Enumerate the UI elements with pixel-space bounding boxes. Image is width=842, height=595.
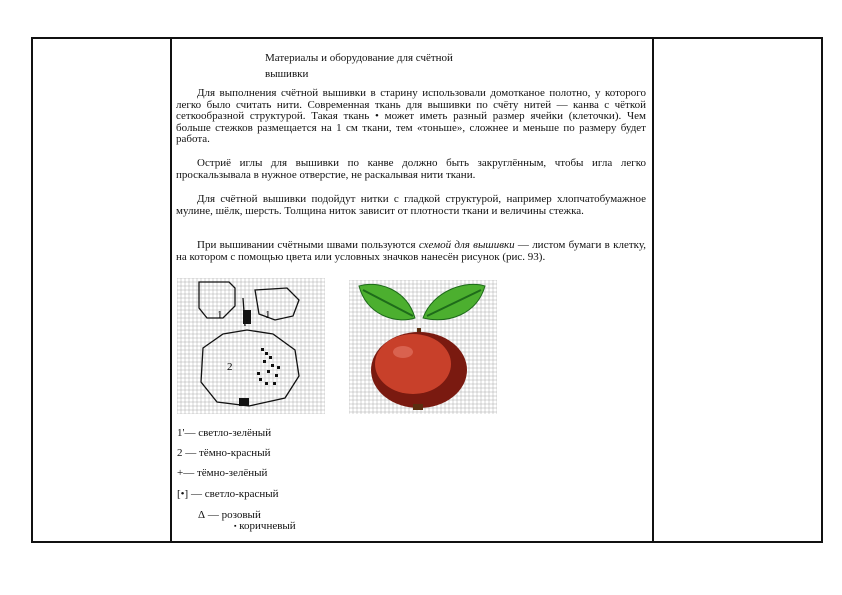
paragraph-scheme-start: При вышивании счётными швами пользуются [197, 239, 419, 251]
scheme-symbol-dot [269, 356, 272, 359]
embroidery-symbol-scheme [177, 278, 325, 414]
scheme-symbol-dot [265, 352, 268, 355]
legend-symbol: 2 [177, 447, 183, 459]
legend-text: — тёмно-зелёный [183, 467, 268, 479]
legend-text: коричневый [236, 520, 296, 533]
scheme-symbol-dot [261, 348, 264, 351]
paragraph-scheme-end: — листом бумаги в клетку, на котором с помощью цвета или условных значков нанесён рисунок (рис. 93). [176, 239, 646, 263]
paragraph-threads: Для счётной вышивки подойдут нитки с гладкой структурой, например хлопчатобумажное мулине, шёлк, шерсть. Толщина ниток зависит от плотности ткани и величины стежка. [176, 193, 646, 217]
legend-item [234, 520, 296, 533]
legend-text: — светло-красный [188, 488, 279, 500]
paragraph-scheme-term: схемой для вышивки [418, 239, 515, 251]
legend-item [177, 427, 271, 440]
legend-item [177, 467, 267, 480]
scheme-symbol-dot [271, 364, 274, 367]
legend-item [177, 447, 270, 460]
paragraph-needle: Остриё иглы для вышивки по канве должно быть закруглённым, чтобы игла легко проскальзывала в нужное отверстие, не раскалывая нити ткани. [176, 157, 646, 181]
legend-text: — светло-зелёный [184, 427, 272, 439]
scheme-symbol-dot [265, 382, 268, 385]
scheme-symbols [257, 348, 280, 385]
section-title-line1: Материалы и оборудование для счётной [265, 52, 453, 64]
legend-symbol: + [177, 467, 184, 479]
right-leaf [423, 284, 485, 319]
scheme-symbol-dot [273, 382, 276, 385]
legend-symbol: Δ [198, 509, 206, 521]
section-title-line2: вышивки [265, 68, 309, 80]
scheme-symbol-dot [275, 374, 278, 377]
legend-text: — тёмно-красный [182, 447, 271, 459]
scheme-stem-mark [243, 310, 251, 324]
scheme-symbol-dot [263, 360, 266, 363]
legend-symbol: 1' [177, 427, 185, 439]
scheme-symbol-dot [277, 366, 280, 369]
column-divider [170, 39, 172, 541]
scheme-bottom-mark [239, 398, 249, 406]
legend-symbol: ▪ [234, 522, 237, 530]
scheme-label: 1 [265, 309, 271, 321]
scheme-label: 1 [217, 309, 223, 321]
scheme-symbol-dot [257, 372, 260, 375]
left-leaf [359, 284, 415, 320]
paragraph-scheme [176, 240, 646, 263]
scheme-label: 2 [227, 361, 233, 373]
apple-bottom [413, 404, 423, 410]
right-cell [654, 39, 823, 541]
legend-item [177, 488, 279, 501]
legend-text: — розовый [205, 509, 261, 521]
scheme-symbol-dot [267, 370, 270, 373]
apple-embroidery-pattern [349, 280, 497, 414]
legend-symbol: [•] [177, 488, 189, 500]
left-cell [33, 39, 170, 541]
apple-fruit [371, 332, 467, 408]
scheme-symbol-dot [259, 378, 262, 381]
section-title [265, 50, 505, 82]
paragraph-fabric: Для выполнения счётной вышивки в старину использовали домотканое полотно, у которого легко было считать нити. Современная ткань для вышивки по счёту нитей — канва с чёткой сеткообразной структурой. Такая ткань • может иметь разный размер ячейки (клеточки). Чем больше стежков размещается на 1 см ткани, тем «тоньше», сложнее и меньше по размеру будет работа. [176, 87, 646, 145]
